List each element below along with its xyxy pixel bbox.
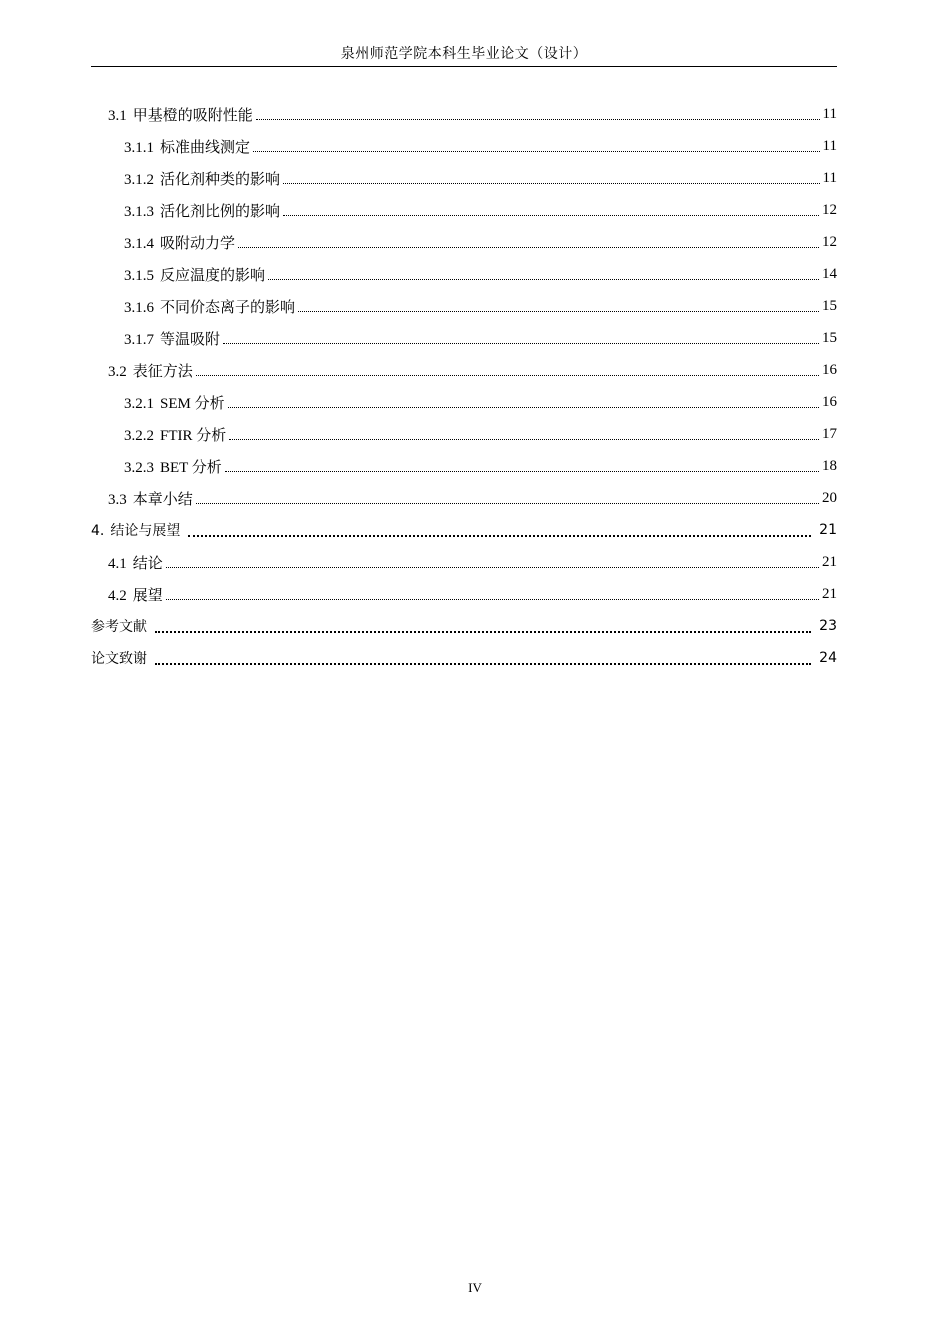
dot-leader [229,438,819,440]
toc-entry-title: 吸附动力学 [160,235,236,252]
toc-entry-page: 12 [822,201,837,218]
toc-entry-page: 24 [819,650,837,666]
toc-entry-number: 3.1.5 [124,267,154,284]
toc-entry[interactable] [91,450,837,482]
toc-entry[interactable] [91,98,837,130]
toc-entry-number: 4. [91,523,105,539]
toc-entry-title: 等温吸附 [160,331,221,348]
dot-leader [228,406,819,408]
toc-entry-page: 11 [822,137,837,154]
toc-entry[interactable] [91,514,837,546]
toc-entry-number: 3.1.3 [124,203,154,220]
toc-entry-number: 3.1.2 [124,171,154,188]
toc-entry-number: 3.2.2 [124,427,154,444]
header-rule [91,66,837,67]
toc-entry-page: 15 [822,329,837,346]
toc-entry[interactable] [91,258,837,290]
toc-entry-number: 3.1.1 [124,139,154,156]
dot-leader [283,182,820,184]
dot-leader [223,342,819,344]
toc-entry[interactable] [91,130,837,162]
toc-entry-page: 11 [822,105,837,122]
toc-entry-page: 21 [822,585,837,602]
page-number: IV [468,1280,482,1295]
toc-entry-title: 反应温度的影响 [160,267,266,284]
toc-entry-page: 21 [822,553,837,570]
toc-entry[interactable] [91,226,837,258]
toc-entry[interactable] [91,610,837,642]
dot-leader [188,534,811,537]
toc-entry-title: 表征方法 [132,363,193,380]
dot-leader [256,118,820,120]
toc-entry-title: 结论与展望 [110,523,181,539]
toc-entry-title: 标准曲线测定 [160,139,251,156]
toc-entry[interactable] [91,482,837,514]
dot-leader [298,310,819,312]
dot-leader [155,662,811,665]
toc-entry-title: 甲基橙的吸附性能 [132,107,253,124]
toc-entry-page: 16 [822,393,837,410]
toc-entry-page: 20 [822,489,837,506]
toc-entry-number: 3.2 [108,363,127,380]
toc-entry[interactable] [91,386,837,418]
toc-entry-page: 12 [822,233,837,250]
toc-entry[interactable] [91,418,837,450]
toc-entry-number: 3.1.6 [124,299,154,316]
toc-entry-title: 不同价态离子的影响 [160,299,296,316]
toc-entry[interactable] [91,194,837,226]
toc-entry-number: 3.3 [108,491,127,508]
dot-leader [166,566,819,568]
dot-leader [268,278,819,280]
toc-entry-title: 论文致谢 [91,651,147,667]
toc-entry-title: BET 分析 [160,459,222,476]
toc-entry-page: 17 [822,425,837,442]
running-header: 泉州师范学院本科生毕业论文（设计） [340,47,588,62]
dot-leader [155,630,811,633]
dot-leader [196,502,819,504]
toc-entry[interactable] [91,322,837,354]
dot-leader [238,246,819,248]
toc-entry-title: 参考文献 [91,619,147,635]
toc-entry-number: 4.2 [108,587,127,604]
toc-entry-page: 16 [822,361,837,378]
toc-entry-title: 展望 [132,587,163,604]
toc-entry-page: 18 [822,457,837,474]
toc-entry-title: FTIR 分析 [160,427,227,444]
dot-leader [283,214,819,216]
toc-entry-title: SEM 分析 [160,395,225,412]
toc-entry-title: 活化剂比例的影响 [160,203,281,220]
dot-leader [196,374,819,376]
toc-entry-page: 14 [822,265,837,282]
toc-entry-title: 活化剂种类的影响 [160,171,281,188]
toc-entry-number: 3.2.1 [124,395,154,412]
toc-entry-page: 21 [819,522,837,538]
toc-entry-number: 3.1 [108,107,127,124]
toc-entry[interactable] [91,578,837,610]
toc-entry-page: 15 [822,297,837,314]
toc-entry-number: 3.2.3 [124,459,154,476]
toc-entry-page: 23 [819,618,837,634]
dot-leader [253,150,820,152]
toc-entry-page: 11 [822,169,837,186]
toc-entry[interactable] [91,290,837,322]
toc-entry-title: 结论 [132,555,163,572]
toc-entry[interactable] [91,162,837,194]
dot-leader [225,470,819,472]
table-of-contents [91,98,837,674]
dot-leader [166,598,819,600]
toc-entry-title: 本章小结 [132,491,193,508]
toc-entry[interactable] [91,354,837,386]
toc-entry[interactable] [91,642,837,674]
toc-entry-number: 3.1.4 [124,235,154,252]
toc-entry-number: 3.1.7 [124,331,154,348]
toc-entry[interactable] [91,546,837,578]
toc-entry-number: 4.1 [108,555,127,572]
